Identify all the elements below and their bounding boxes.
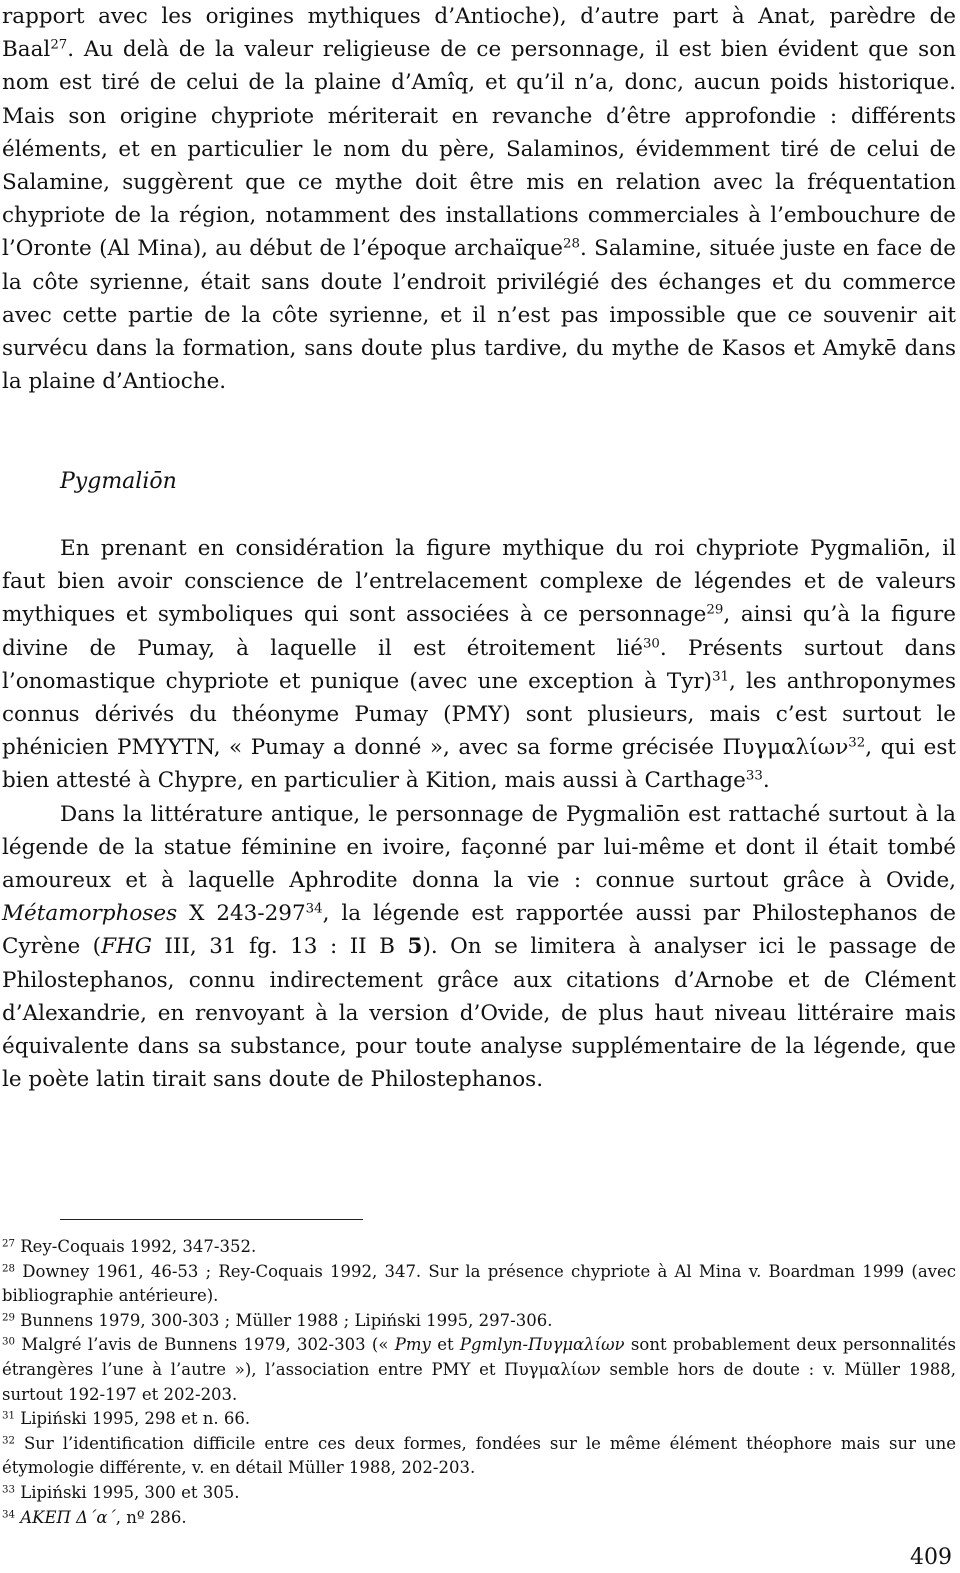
footnote-ref: 30 — [642, 636, 660, 652]
footnote-29 — [2, 1309, 956, 1334]
text-run: Rey-Coquais 1992, 347-352. — [15, 1237, 257, 1256]
footnote-ref: 32 — [848, 735, 866, 751]
section-heading: Pygmaliōn — [60, 469, 177, 494]
text-run: rapport avec les origines mythiques d’Antioche), d’autre part à Anat, parèdre de Baal — [2, 4, 956, 63]
text-run: Lipiński 1995, 298 et n. 66. — [15, 1409, 251, 1429]
paragraph-literature — [2, 798, 956, 1097]
italic-text: Pgmlyn-Πυγμαλίων — [459, 1335, 625, 1355]
text-run: Malgré l’avis de Bunnens 1979, 302-303 (« — [15, 1335, 395, 1355]
footnote-ref: 33 — [2, 1484, 16, 1496]
page-number: 409 — [910, 1545, 952, 1570]
footnote-28 — [2, 1260, 956, 1309]
italic-text: Métamorphoses — [2, 901, 178, 927]
text-run: , la légende est rapportée aussi par Philostephanos de Cyrène ( — [2, 901, 956, 960]
footnote-ref: 27 — [50, 37, 68, 53]
text-run: En prenant en considération la figure mythique du roi chypriote Pygmaliōn, il faut bien avoir conscience de l’entrelacement complexe de légendes et de valeurs mythiques et symboliques qui sont associées à ce personnage — [2, 536, 956, 628]
text-run: sont probablement deux personnalités étrangères l’une à l’autre »), l’association entre PMY et Πυγμαλίων semble hors de doute : v. Müller 1988, surtout 192-197 et 202-203. — [2, 1335, 956, 1404]
footnote-ref: 28 — [562, 237, 580, 253]
footnote-27 — [2, 1235, 956, 1260]
footnote-ref: 34 — [305, 901, 323, 917]
text-run: Lipiński 1995, 300 et 305. — [15, 1482, 240, 1502]
footnote-ref: 29 — [2, 1312, 16, 1324]
footnote-ref: 27 — [2, 1238, 16, 1250]
footnote-ref: 29 — [706, 603, 724, 619]
text-run: . — [762, 768, 770, 794]
footnote-ref: 33 — [745, 769, 763, 785]
footnote-ref: 32 — [2, 1435, 16, 1447]
footnote-32 — [2, 1432, 956, 1481]
text-run: , ainsi qu’à la figure divine de Pumay, à laquelle il est étroitement lié — [2, 602, 957, 661]
footnote-ref: 30 — [2, 1336, 16, 1348]
footnote-ref: 31 — [712, 669, 730, 685]
text-run: Downey 1961, 46-53 ; Rey-Coquais 1992, 347. Sur la présence chypriote à Al Mina v. Boardman 1999 (avec bibliographie antérieure). — [2, 1261, 956, 1306]
text-run: ). On se limitera à analyser ici le passage de Philostephanos, connu indirectement grâce aux citations d’Arnobe et de Clément d’Alexandrie, en renvoyant à la version d’Ovide, de plus haut niveau littéraire mais équivalente dans sa substance, pour toute analyse supplémentaire de la légende, que le poète latin tirait sans doute de Philostephanos. — [2, 934, 956, 1093]
italic-text: Pmy — [394, 1335, 431, 1355]
footnote-ref: 34 — [2, 1508, 16, 1520]
footnote-34 — [2, 1506, 956, 1531]
text-run: Dans la littérature antique, le personnage de Pygmaliōn est rattaché surtout à la légende de la statue féminine en ivoire, façonné par lui-même et dont il était tombé amoureux et à laquelle Aphrodite donna la vie : connue surtout grâce à Ovide, — [2, 801, 956, 894]
italic-text: FHG — [101, 934, 152, 960]
text-run: Bunnens 1979, 300-303 ; Müller 1988 ; Lipiński 1995, 297-306. — [15, 1310, 553, 1330]
footnotes — [2, 1235, 956, 1530]
paragraph-pumay — [2, 532, 956, 798]
text-run: 5 — [407, 934, 423, 960]
italic-text: ΑΚΕΠ Δ΄α΄ — [15, 1507, 116, 1527]
text-run: III, 31 fg. 13 : II B — [151, 934, 408, 960]
text-run: Sur l’identification difficile entre ces deux formes, fondées sur le même élément théophore mais sur une étymologie différente, v. en détail Müller 1988, 202-203. — [2, 1433, 956, 1478]
text-run: . Présents surtout dans l’onomastique chypriote et punique (avec une exception à Tyr) — [2, 635, 956, 694]
text-run: , nº 286. — [115, 1507, 187, 1527]
section-body — [2, 532, 956, 1096]
text-run: , les anthroponymes connus dérivés du théonyme Pumay (PMY) sont plusieurs, mais c’est surtout le phénicien PMYYTN, « Pumay a donné », avec sa forme grécisée Πυγμαλίων — [2, 668, 956, 761]
text-run: et — [430, 1335, 460, 1355]
footnote-ref: 28 — [2, 1262, 16, 1274]
footnote-ref: 31 — [2, 1410, 16, 1422]
text-run: . Salamine, située juste en face de la côte syrienne, était sans doute l’endroit privilégié des échanges et du commerce avec cette partie de la côte syrienne, et il n’est pas impossible que ce souvenir ait survécu dans la formation, sans doute plus tardive, du mythe de Kasos et Amykē dans la plaine d’Antioche. — [2, 236, 956, 395]
text-run: X 243-297 — [177, 901, 306, 927]
text-run: . Au delà de la valeur religieuse de ce personnage, il est bien évident que son nom est tiré de celui de la plaine d’Amîq, et qu’il n’a, donc, aucun poids historique. Mais son origine chypriote mériterait en revanche d’être approfondie : différents éléments, et en particulier le nom du père, Salaminos, évidemment tiré de celui de Salamine, suggèrent que ce mythe doit être mis en relation avec la fréquentation chypriote de la région, notamment des installations commerciales à l’embouchure de l’Oronte (Al Mina), au début de l’époque archaïque — [2, 37, 956, 262]
footnote-31 — [2, 1407, 956, 1432]
text-run: , qui est bien attesté à Chypre, en particulier à Kition, mais aussi à Carthage — [2, 735, 956, 794]
top-paragraph — [2, 0, 956, 398]
footnote-33 — [2, 1481, 956, 1506]
footnote-30 — [2, 1333, 956, 1407]
paragraph-continued — [2, 0, 956, 398]
footnote-separator — [60, 1219, 363, 1220]
